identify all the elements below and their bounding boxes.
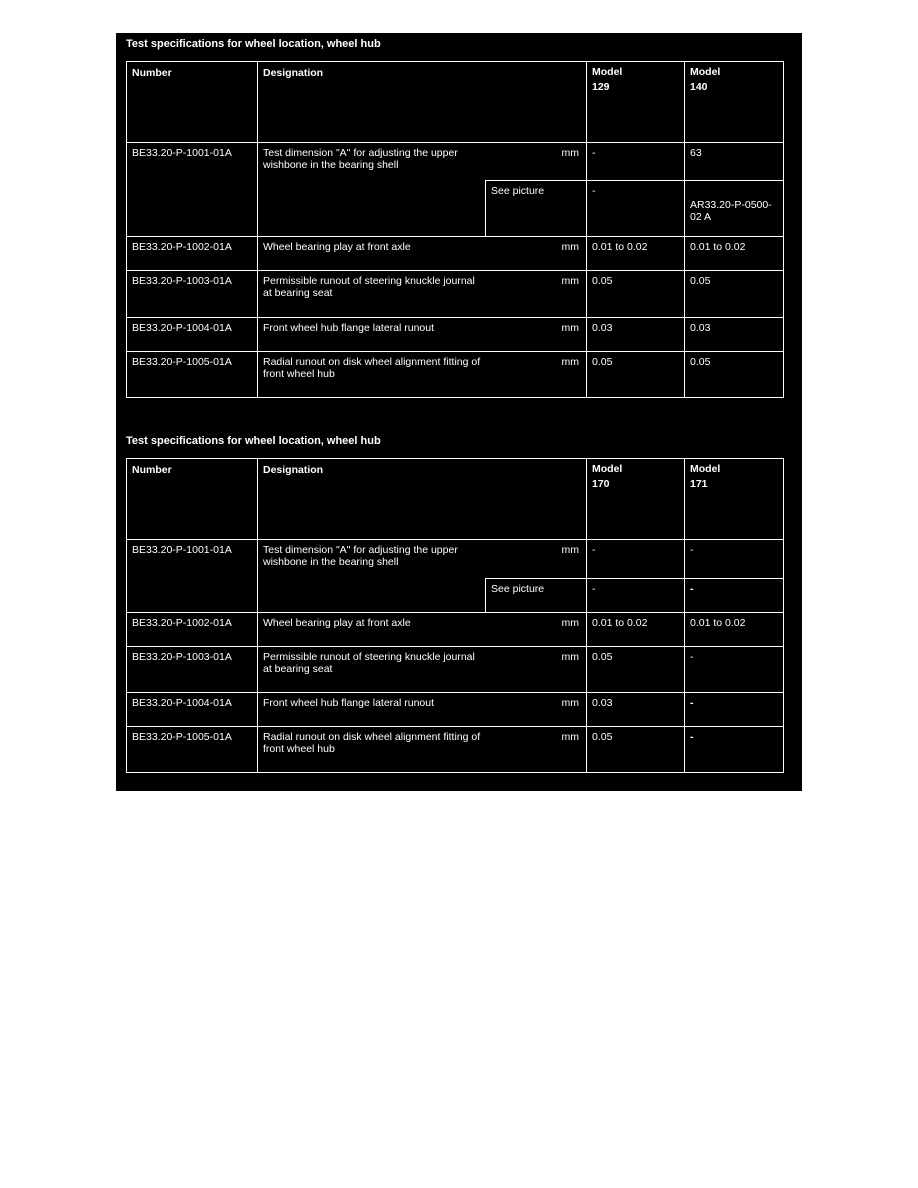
row-unit: mm — [486, 271, 587, 318]
model-label: Model — [592, 463, 623, 475]
table-row — [127, 143, 784, 181]
header-model-a — [587, 459, 685, 540]
row-unit: mm — [486, 540, 587, 579]
row-designation: Permissible runout of steering knuckle journal at bearing seat — [258, 647, 486, 693]
row-value-a: 0.05 — [587, 727, 685, 773]
row-unit: mm — [486, 613, 587, 647]
table-row — [127, 693, 784, 727]
row-value-b: - — [685, 579, 784, 613]
row-number: BE33.20-P-1001-01A — [127, 143, 258, 237]
row-unit: mm — [486, 647, 587, 693]
row-designation: Test dimension "A" for adjusting the upper wishbone in the bearing shell — [258, 143, 486, 237]
row-value-b: - — [685, 693, 784, 727]
row-value-a: 0.01 to 0.02 — [587, 237, 685, 271]
document-panel — [116, 33, 802, 791]
row-number: BE33.20-P-1003-01A — [127, 647, 258, 693]
row-value-a: 0.03 — [587, 693, 685, 727]
table-row — [127, 237, 784, 271]
row-designation: Wheel bearing play at front axle — [258, 613, 486, 647]
table-row — [127, 613, 784, 647]
table-row — [127, 352, 784, 398]
row-value-b: 0.01 to 0.02 — [685, 237, 784, 271]
header-number: Number — [127, 62, 258, 143]
section-title: Test specifications for wheel location, wheel hub — [126, 435, 381, 447]
row-value-a: 0.05 — [587, 647, 685, 693]
spec-table — [126, 458, 784, 773]
row-designation: Wheel bearing play at front axle — [258, 237, 486, 271]
row-value-b: AR33.20-P-0500-02 A — [685, 181, 784, 237]
model-number: 140 — [690, 81, 708, 93]
row-unit: mm — [486, 318, 587, 352]
row-designation: Front wheel hub flange lateral runout — [258, 318, 486, 352]
header-designation: Designation — [258, 62, 486, 143]
table-row — [127, 318, 784, 352]
row-unit: mm — [486, 143, 587, 181]
row-sub-label: See picture — [486, 579, 587, 613]
header-designation: Designation — [258, 459, 486, 540]
row-designation: Permissible runout of steering knuckle journal at bearing seat — [258, 271, 486, 318]
table-row — [127, 647, 784, 693]
section-title: Test specifications for wheel location, wheel hub — [126, 38, 381, 50]
row-designation: Radial runout on disk wheel alignment fitting of front wheel hub — [258, 352, 486, 398]
row-designation: Test dimension "A" for adjusting the upper wishbone in the bearing shell — [258, 540, 486, 613]
row-number: BE33.20-P-1005-01A — [127, 727, 258, 773]
row-unit: mm — [486, 693, 587, 727]
row-value-b: 63 — [685, 143, 784, 181]
row-value-b: 0.05 — [685, 352, 784, 398]
header-number: Number — [127, 459, 258, 540]
row-value-a: - — [587, 579, 685, 613]
row-designation: Radial runout on disk wheel alignment fitting of front wheel hub — [258, 727, 486, 773]
table-header-row — [127, 459, 784, 540]
header-model-b — [685, 459, 784, 540]
row-number: BE33.20-P-1002-01A — [127, 237, 258, 271]
header-unit-cell — [486, 62, 587, 143]
row-value-a: - — [587, 143, 685, 181]
row-sub-label: See picture — [486, 181, 587, 237]
table-row — [127, 727, 784, 773]
model-label: Model — [690, 463, 721, 475]
row-number: BE33.20-P-1005-01A — [127, 352, 258, 398]
table-header-row — [127, 62, 784, 143]
row-number: BE33.20-P-1002-01A — [127, 613, 258, 647]
row-number: BE33.20-P-1001-01A — [127, 540, 258, 613]
row-unit: mm — [486, 727, 587, 773]
row-value-b: 0.01 to 0.02 — [685, 613, 784, 647]
model-label: Model — [690, 66, 721, 78]
model-label: Model — [592, 66, 623, 78]
row-designation: Front wheel hub flange lateral runout — [258, 693, 486, 727]
row-value-b: 0.03 — [685, 318, 784, 352]
row-value-a: - — [587, 181, 685, 237]
table-row — [127, 271, 784, 318]
row-unit: mm — [486, 352, 587, 398]
row-value-a: 0.05 — [587, 271, 685, 318]
row-number: BE33.20-P-1004-01A — [127, 693, 258, 727]
table-row — [127, 540, 784, 579]
row-value-b: - — [685, 540, 784, 579]
spec-table — [126, 61, 784, 398]
model-number: 171 — [690, 478, 708, 490]
row-value-a: 0.05 — [587, 352, 685, 398]
header-unit-cell — [486, 459, 587, 540]
row-value-a: 0.01 to 0.02 — [587, 613, 685, 647]
row-value-a: - — [587, 540, 685, 579]
row-value-a: 0.03 — [587, 318, 685, 352]
model-number: 170 — [592, 478, 610, 490]
header-model-a — [587, 62, 685, 143]
row-unit: mm — [486, 237, 587, 271]
row-value-b: 0.05 — [685, 271, 784, 318]
row-value-b: - — [685, 647, 784, 693]
header-model-b — [685, 62, 784, 143]
row-number: BE33.20-P-1004-01A — [127, 318, 258, 352]
row-value-b: - — [685, 727, 784, 773]
row-number: BE33.20-P-1003-01A — [127, 271, 258, 318]
model-number: 129 — [592, 81, 610, 93]
